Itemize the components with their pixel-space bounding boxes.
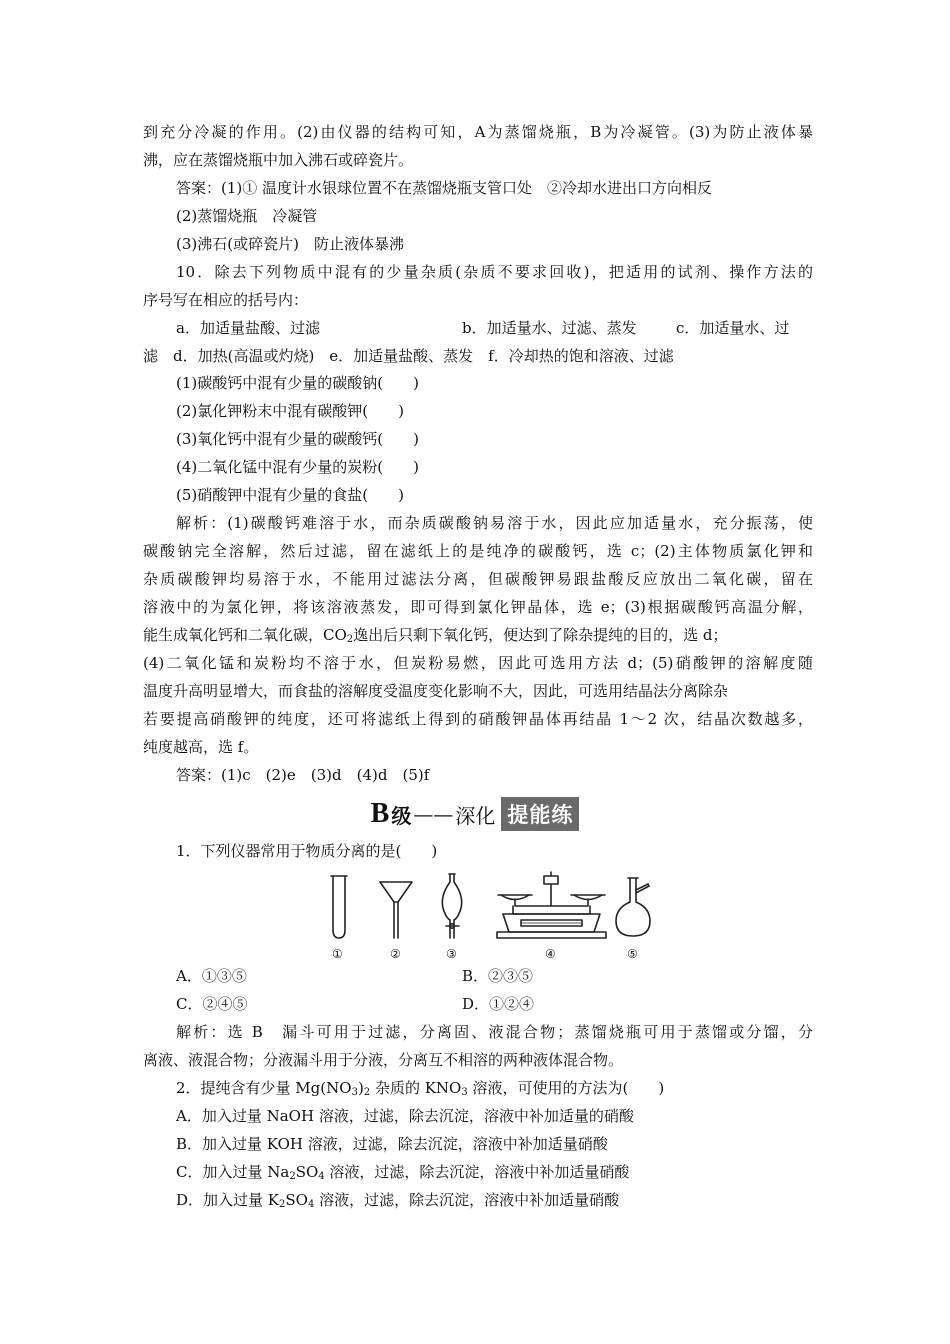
text-span: 能生成氧化钙和二氧化碳，CO [143,626,347,644]
text-line: 沸，应在蒸馏烧瓶中加入沸石或碎瓷片。 [143,151,414,169]
separatory-funnel-icon [442,874,461,938]
text-span: 溶液，可使用的方法为( ) [467,1079,665,1097]
section-heading [0,796,950,832]
text-line: 到充分冷凝的作用。(2)由仪器的结构可知，A为蒸馏烧瓶，B为冷凝管。(3)为防止液体暴 [143,123,813,141]
option-B: B．加入过量 KOH 溶液，过滤，除去沉淀，溶液中补加适量硝酸 [176,1135,608,1153]
analysis-line: 纯度越高，选 f。 [143,738,259,756]
subscript: 2 [346,634,354,645]
section-badge: 提能练 [501,797,579,831]
option-C: C．②④⑤ [176,995,248,1013]
answer-line: (3)沸石(或碎瓷片) 防止液体暴沸 [176,235,404,253]
subscript: 4 [318,1171,325,1182]
text-span: 杂质的 KNO [370,1079,462,1097]
question-stem: 10．除去下列物质中混有的少量杂质(杂质不要求回收)，把适用的试剂、操作方法的 [176,263,813,281]
answer-line: (2)蒸馏烧瓶 冷凝管 [176,207,318,225]
section-level: B [370,798,390,829]
text-span: 逸出后只剩下氧化钙，便达到了除杂提纯的目的，选 d； [353,626,728,644]
question-stem [176,1078,813,1103]
option-B: B．②③⑤ [462,967,534,985]
sub-question: (3)氧化钙中混有少量的碳酸钙( ) [176,430,419,448]
distillation-flask-icon [616,878,650,936]
apparatus-label: ② [390,947,401,961]
analysis-line: 若要提高硝酸钾的纯度，还可将滤纸上得到的硝酸钾晶体再结晶 1～2 次，结晶次数越多， [143,710,813,728]
text-span: 2．提纯含有少量 Mg(NO [176,1079,352,1097]
sub-question: (2)氯化钾粉末中混有碳酸钾( ) [176,402,404,420]
text-span: SO [295,1163,319,1181]
apparatus-label: ③ [446,947,457,961]
options-row: 滤 d．加热(高温或灼烧) e．加适量盐酸、蒸发 f．冷却热的饱和溶液、过滤 [143,347,674,365]
funnel-icon [380,882,412,938]
text-span: D．加入过量 K [176,1191,280,1209]
option-b: b．加适量水、过滤、蒸发 [462,319,637,337]
analysis-line: 离液、液混合物；分液漏斗用于分液，分离互不相溶的两种液体混合物。 [143,1051,624,1069]
text-span: 溶液，过滤，除去沉淀，溶液中补加适量硝酸 [314,1191,620,1209]
apparatus-label: ① [332,947,343,961]
answer-line: 答案：(1)① 温度计水银球位置不在蒸馏烧瓶支管口处 ②冷却水进出口方向相反 [176,179,713,197]
analysis-line [143,625,813,650]
option-a: a．加适量盐酸、过滤 [176,319,320,337]
analysis-line: 温度升高明显增大，而食盐的溶解度受温度变化影响不大，因此，可选用结晶法分离除杂 [143,682,729,700]
analysis-line: 碳酸钠完全溶解，然后过滤，留在滤纸上的是纯净的碳酸钙，选 c；(2)主体物质氯化钾和 [143,542,813,560]
option-A: A．加入过量 NaOH 溶液，过滤，除去沉淀，溶液中补加适量的硝酸 [176,1107,634,1125]
option-D [176,1190,813,1215]
option-c: c．加适量水、过 [676,319,790,337]
sub-question: (1)碳酸钙中混有少量的碳酸钠( ) [176,374,419,392]
subscript: 2 [289,1171,296,1182]
analysis-line: 解析：(1)碳酸钙难溶于水，而杂质碳酸钠易溶于水，因此应加适量水，充分振荡，使 [176,514,813,532]
question-stem: 序号写在相应的括号内： [143,291,309,309]
text-span: 溶液，过滤，除去沉淀，溶液中补加适量硝酸 [324,1163,630,1181]
answer-line: 答案：(1)c (2)e (3)d (4)d (5)f [176,766,430,784]
section-subtitle: 深化 [455,803,496,828]
subscript: 2 [279,1199,286,1210]
subscript: 2 [363,1087,371,1098]
lab-apparatus-figure [318,868,658,964]
section-dash: —— [413,802,454,826]
subscript: 3 [461,1087,468,1098]
test-tube-icon [331,876,347,938]
options-row [176,318,813,338]
text-span: C．加入过量 Na [176,1163,290,1181]
analysis-line: 溶液中的为氯化钾，将该溶液蒸发，即可得到氯化钾晶体，选 e；(3)根据碳酸钙高温分解， [143,598,813,616]
option-A: A．①③⑤ [176,967,247,985]
question-stem: 1．下列仪器常用于物质分离的是( ) [176,842,438,860]
options-row [176,966,813,986]
balance-icon [497,872,606,938]
options-row [176,994,813,1014]
option-C [176,1162,813,1187]
analysis-line: (4)二氧化锰和炭粉均不溶于水，但炭粉易燃，因此可选用方法 d；(5)硝酸钾的溶解度随 [143,654,813,672]
subscript: 4 [307,1199,315,1210]
analysis-line: 解析：选 B 漏斗可用于过滤，分离固、液混合物；蒸馏烧瓶可用于蒸馏或分馏，分 [176,1023,813,1041]
text-span: ) [357,1079,364,1097]
analysis-line: 杂质碳酸钾均易溶于水，不能用过滤法分离，但碳酸钾易跟盐酸反应放出二氧化碳，留在 [143,570,813,588]
subscript: 3 [351,1087,358,1098]
text-span: SO [285,1191,308,1209]
option-D: D．①②④ [462,995,535,1013]
sub-question: (5)硝酸钾中混有少量的食盐( ) [176,486,404,504]
sub-question: (4)二氧化锰中混有少量的炭粉( ) [176,458,419,476]
section-level-suffix: 级 [391,803,412,828]
apparatus-label: ⑤ [627,947,638,961]
apparatus-label: ④ [545,947,556,961]
